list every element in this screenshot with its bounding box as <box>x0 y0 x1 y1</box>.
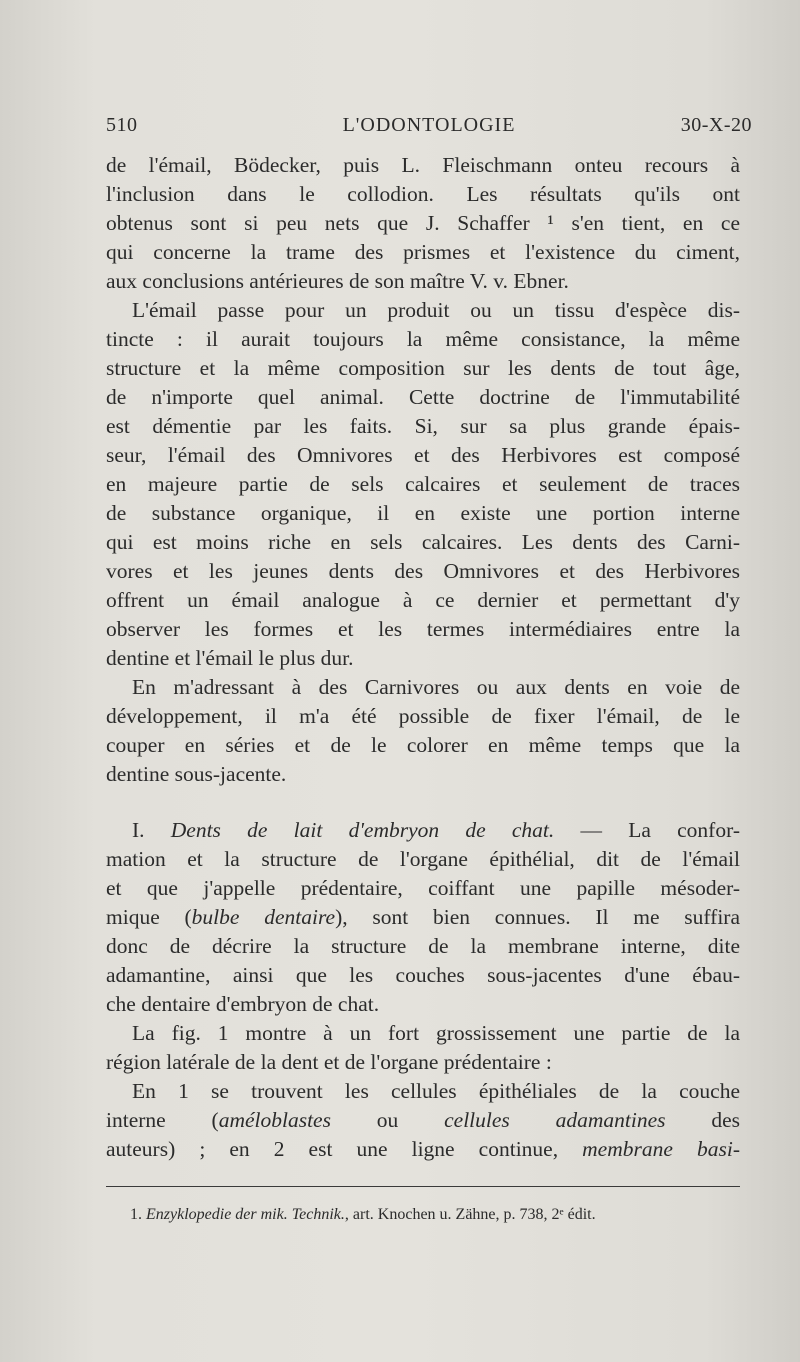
text-line: l'inclusion dans le collodion. Les résultats qu'ils ont <box>106 182 740 206</box>
text-line: offrent un émail analogue à ce dernier et permettant d'y <box>106 588 740 612</box>
footnote-reference: Enzyklopedie der mik. Technik. <box>146 1206 345 1223</box>
text-line: observer les formes et les termes intermédiaires entre la <box>106 617 740 641</box>
text-line <box>106 1105 740 1135</box>
text-span: — La confor- <box>554 818 740 842</box>
text-line: La fig. 1 montre à un fort grossissement une partie de la <box>132 1021 740 1045</box>
section-title: Dents de lait d'embryon de chat. <box>170 818 555 842</box>
text-line: de l'émail, Bödecker, puis L. Fleischmann onteu recours à <box>106 153 740 177</box>
text-span: interne ( <box>106 1108 219 1132</box>
text-line: donc de décrire la structure de la membrane interne, dite <box>106 934 740 958</box>
text-line: adamantine, ainsi que les couches sous-jacentes d'une ébau- <box>106 963 740 987</box>
text-line: vores et les jeunes dents des Omnivores et des Herbivores <box>106 559 740 583</box>
text-line: qui est moins riche en sels calcaires. Les dents des Carni- <box>106 530 740 554</box>
text-line: en majeure partie de sels calcaires et seulement de traces <box>106 472 740 496</box>
text-line: En m'adressant à des Carnivores ou aux dents en voie de <box>132 675 740 699</box>
journal-title: L'ODONTOLOGIE <box>342 114 516 136</box>
text-line: En 1 se trouvent les cellules épithéliales de la couche <box>132 1079 740 1103</box>
footnote <box>130 1206 596 1224</box>
footnote-text: , art. Knochen u. Zähne, p. 738, 2ᵉ édit. <box>344 1206 596 1223</box>
italic-term: cellules adamantines <box>444 1108 666 1132</box>
text-line: de substance organique, il en existe une portion interne <box>106 501 740 525</box>
text-line: région latérale de la dent et de l'organe prédentaire : <box>106 1050 552 1074</box>
text-span: ou <box>330 1108 445 1132</box>
text-line: dentine et l'émail le plus dur. <box>106 646 354 670</box>
text-span: auteurs) ; en 2 est une ligne continue, <box>106 1137 583 1161</box>
text-span: des <box>665 1108 740 1132</box>
text-line: tincte : il aurait toujours la même consistance, la même <box>106 327 740 351</box>
text-line: couper en séries et de le colorer en même temps que la <box>106 733 740 757</box>
page-number: 510 <box>106 114 138 136</box>
italic-term: améloblastes <box>218 1108 331 1132</box>
text-line <box>106 1134 740 1164</box>
text-line <box>106 902 740 932</box>
text-line: de n'importe quel animal. Cette doctrine de l'immutabilité <box>106 385 740 409</box>
text-line: obtenus sont si peu nets que J. Schaffer ¹ s'en tient, en ce <box>106 211 740 235</box>
text-line: dentine sous-jacente. <box>106 762 287 786</box>
running-header <box>106 114 752 140</box>
text-span: ), sont bien connues. Il me suffira <box>335 905 740 929</box>
issue-date: 30-X-20 <box>680 114 752 136</box>
text-line: qui concerne la trame des prismes et l'existence du ciment, <box>106 240 740 264</box>
footnote-number: 1. <box>130 1206 146 1223</box>
italic-term: bulbe dentaire <box>191 905 336 929</box>
text-line: est démentie par les faits. Si, sur sa plus grande épais- <box>106 414 740 438</box>
text-line: L'émail passe pour un produit ou un tissu d'espèce dis- <box>132 298 740 322</box>
footnote-rule <box>106 1186 740 1187</box>
section-number: I. <box>132 818 171 842</box>
text-line: développement, il m'a été possible de fixer l'émail, de le <box>106 704 740 728</box>
text-line: aux conclusions antérieures de son maître V. v. Ebner. <box>106 269 569 293</box>
section-heading-line <box>106 815 740 845</box>
text-line: et que j'appelle prédentaire, coiffant une papille mésoder- <box>106 876 740 900</box>
text-line: che dentaire d'embryon de chat. <box>106 992 380 1016</box>
text-line: seur, l'émail des Omnivores et des Herbivores est composé <box>106 443 740 467</box>
text-line: mation et la structure de l'organe épithélial, dit de l'émail <box>106 847 740 871</box>
italic-term: membrane basi- <box>582 1137 740 1161</box>
text-line: structure et la même composition sur les dents de tout âge, <box>106 356 740 380</box>
text-span: mique ( <box>106 905 192 929</box>
